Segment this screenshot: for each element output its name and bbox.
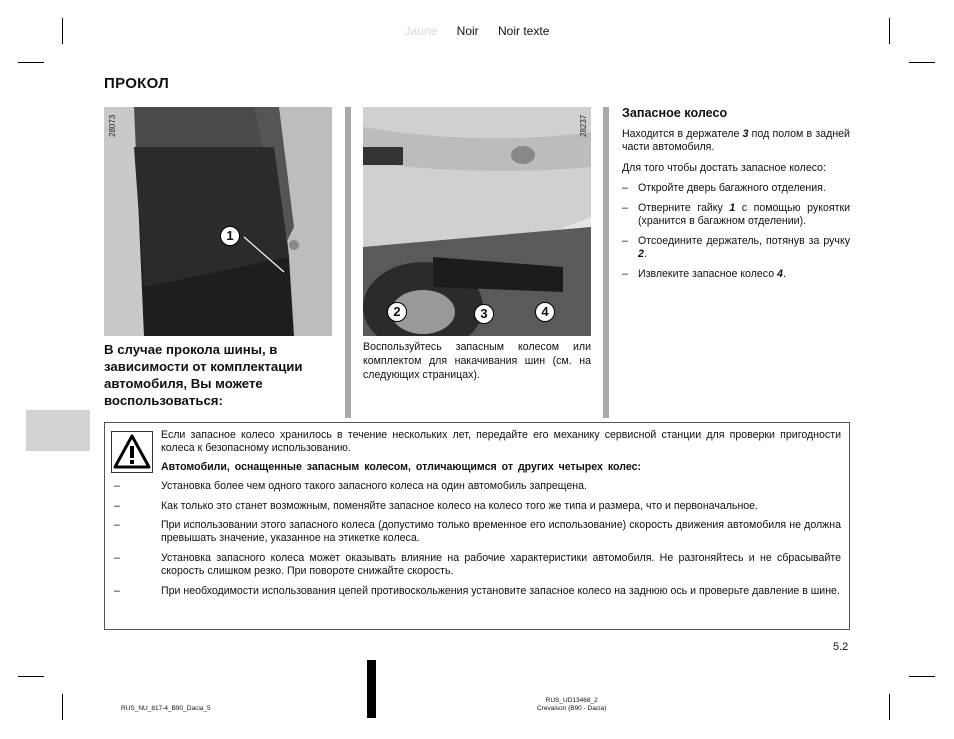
text-fragment: с помощью рукоятки (хранится в багажном отделении).	[638, 201, 850, 227]
color-label-noir-texte: Noir texte	[498, 24, 550, 38]
photo-number: 28073	[108, 114, 117, 137]
list-dash: –	[114, 480, 120, 493]
text-fragment: Откройте дверь багажного отделения.	[638, 182, 826, 194]
crop-mark	[18, 676, 44, 677]
reference-number: 4	[777, 267, 783, 280]
warning-item	[114, 551, 841, 579]
color-label-jaune: Jaune	[404, 24, 438, 38]
list-dash: –	[114, 499, 120, 512]
callout-2: 2	[387, 302, 407, 322]
warning-item	[114, 519, 841, 546]
list-dash: –	[114, 519, 120, 532]
warning-box	[104, 422, 850, 630]
crop-mark	[18, 62, 44, 63]
chapter-tab	[26, 410, 90, 451]
list-dash: –	[114, 551, 120, 564]
warning-item-text: Установка более чем одного такого запасного колеса на один автомобиль запрещена.	[161, 480, 587, 493]
how-to-paragraph: Для того чтобы достать запасное колесо:	[622, 161, 826, 174]
list-dash: –	[622, 182, 628, 194]
trunk-photo	[104, 107, 332, 336]
photo-number: 28237	[579, 114, 588, 137]
location-paragraph	[622, 128, 850, 155]
text-fragment: .	[643, 248, 647, 260]
list-text	[638, 202, 850, 229]
text-fragment: .	[782, 267, 786, 280]
footer-left-code: RUS_NU_817-4_B90_Dacia_5	[121, 705, 211, 712]
warning-text	[114, 429, 841, 604]
list-text	[638, 182, 850, 196]
crop-mark	[909, 62, 935, 63]
spare-wheel-photo	[363, 107, 591, 336]
column-divider	[345, 107, 351, 418]
text-fragment: под полом в задней части автомобиля.	[622, 127, 850, 153]
warning-subhead: Автомобили, оснащенные запасным колесом, отличающимся от других четырех колес:	[161, 460, 641, 473]
list-item	[622, 235, 850, 262]
list-dash: –	[622, 201, 628, 214]
warning-item-text: Установка запасного колеса может оказывать влияние на рабочие характеристики автомобиля. Не разгоняйтесь и не сбрасывайте скорость слишком резко. При повороте снижайте скорость.	[161, 551, 841, 578]
warning-item-text: При необходимости использования цепей противоскольжения установите запасное колесо на заднюю ось и проверьте давление в шине.	[161, 584, 840, 597]
list-item	[622, 268, 850, 282]
print-color-labels	[0, 24, 954, 38]
warning-intro: Если запасное колесо хранилось в течение нескольких лет, передайте его механику сервисной станции для проверки пригодности колеса к безопасному использованию.	[161, 429, 841, 455]
callout-1: 1	[220, 226, 240, 246]
list-dash: –	[622, 267, 628, 280]
list-item	[622, 182, 850, 196]
column-divider	[603, 107, 609, 418]
photo-caption: Воспользуйтесь запасным колесом или комплектом для накачивания шин (см. на следующих страницах).	[363, 341, 591, 381]
list-dash: –	[114, 584, 120, 597]
footer-right-code	[537, 697, 606, 713]
footer-code-line: RUS_UD13468_2	[545, 697, 598, 704]
list-text	[638, 268, 850, 282]
crop-mark	[62, 694, 63, 720]
reference-number: 1	[729, 201, 736, 214]
list-dash: –	[622, 234, 628, 247]
crop-mark	[909, 676, 935, 677]
text-fragment: Отсоедините держатель, потянув за ручку	[638, 234, 850, 247]
spare-wheel-section	[622, 107, 850, 287]
text-fragment: Отверните гайку	[638, 201, 730, 214]
color-label-noir: Noir	[456, 24, 479, 38]
callout-3: 3	[474, 304, 494, 324]
warning-item	[114, 480, 841, 493]
warning-triangle-icon	[112, 432, 152, 472]
reference-number: 2	[638, 248, 644, 260]
trunk-illustration	[104, 107, 332, 336]
reference-number: 3	[742, 127, 749, 140]
warning-item	[114, 499, 841, 513]
warning-item	[114, 584, 841, 598]
warning-item-text: Как только это станет возможным, поменяйте запасное колесо на колесо того же типа и размера, что и первоначальное.	[161, 499, 759, 512]
section-heading: Запасное колесо	[622, 106, 728, 120]
list-item	[622, 202, 850, 229]
footer-code-line: Crevaison (B90 - Dacia)	[537, 705, 607, 712]
lead-paragraph: В случае прокола шины, в зависимости от комплектации автомобиля, Вы можете воспользоваться:	[104, 342, 303, 408]
text-fragment: Извлеките запасное колесо	[638, 267, 778, 280]
warning-icon	[111, 431, 153, 473]
page-title: ПРОКОЛ	[104, 75, 170, 92]
crop-mark	[889, 694, 890, 720]
list-text	[638, 235, 850, 262]
callout-4: 4	[535, 302, 555, 322]
footer-bar	[367, 660, 376, 718]
page-number: 5.2	[833, 641, 849, 653]
warning-item-text: При использовании этого запасного колеса (допустимо только временное его использование) скорость движения автомобиля не должна превышать значение, указанное на этикетке колеса.	[161, 519, 841, 545]
text-fragment: Находится в держателе	[622, 127, 743, 140]
